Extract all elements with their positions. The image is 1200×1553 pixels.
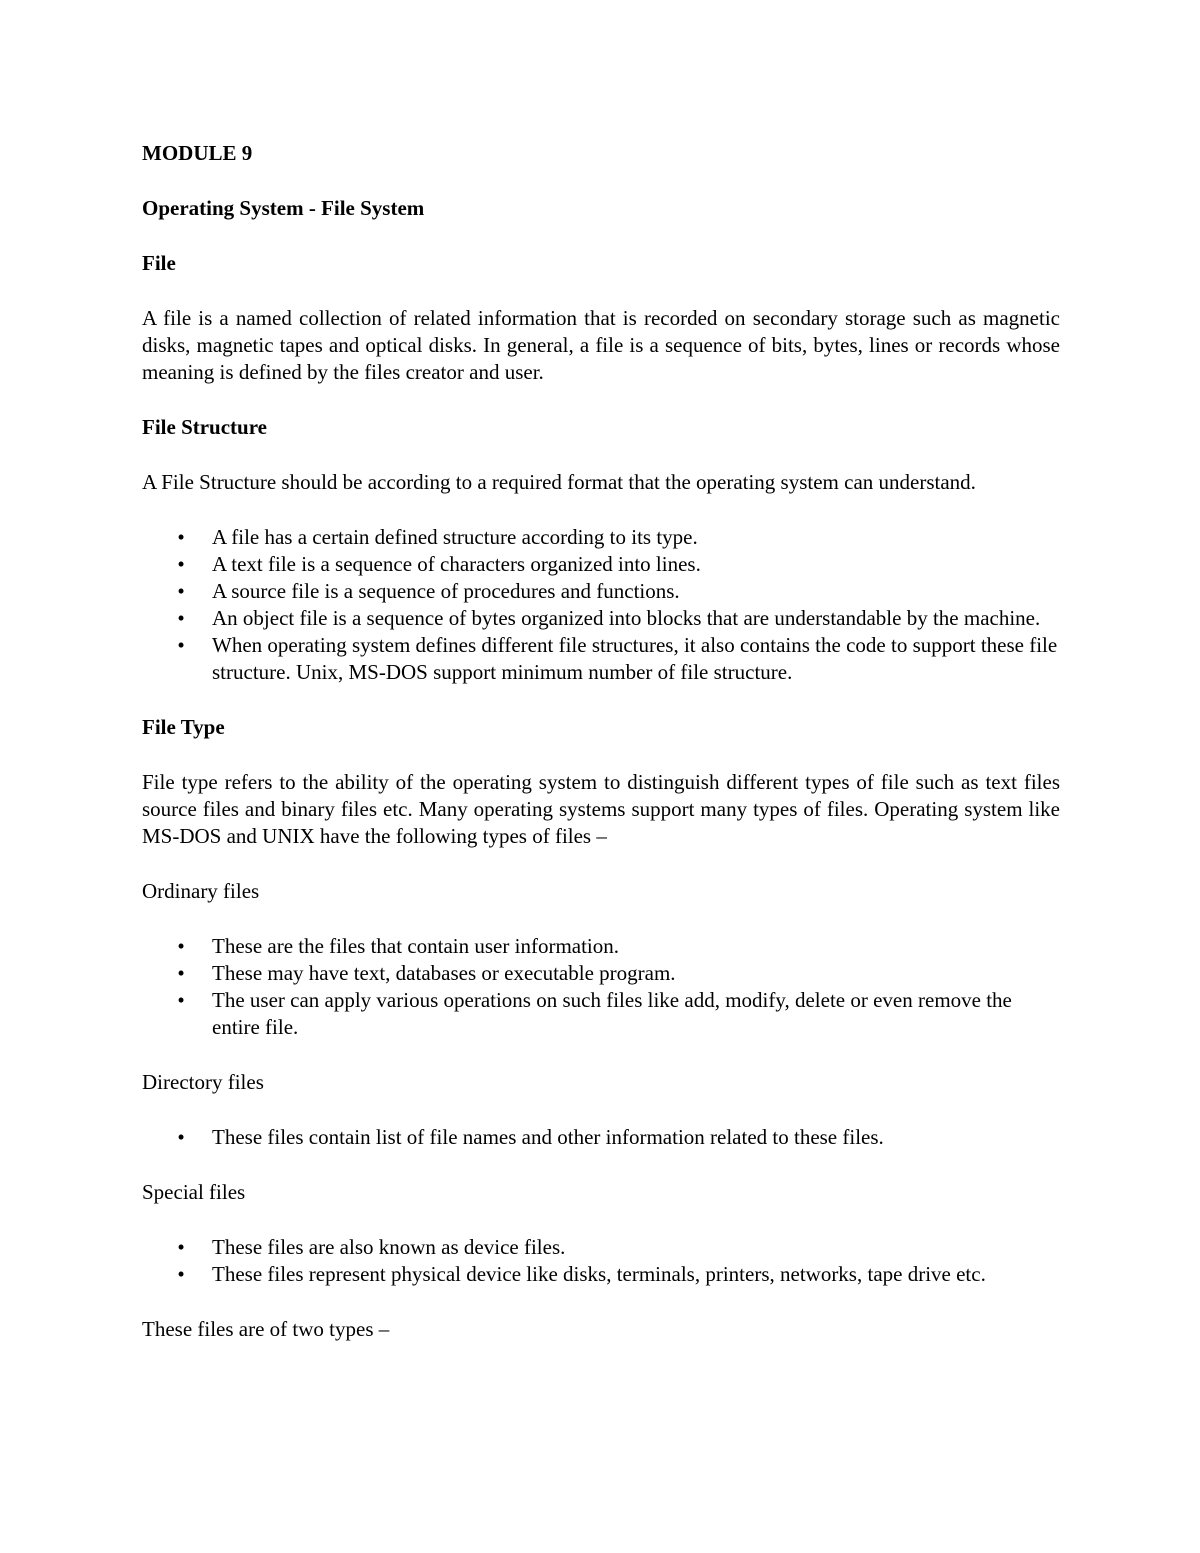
file-definition-paragraph: A file is a named collection of related information that is recorded on secondary storage such as magnetic disks, magnetic tapes and optical disks. In general, a file is a sequence of bits, bytes, lines or records whose meaning is defined by the files creator and user.	[142, 306, 1060, 384]
list-item-text: These files contain list of file names and other information related to these files.	[212, 1125, 884, 1149]
list-item-text: These files represent physical device like disks, terminals, printers, networks, tape drive etc.	[212, 1262, 986, 1286]
list-item	[142, 551, 1060, 578]
bullet-icon: •	[177, 988, 185, 1012]
bullet-icon: •	[177, 525, 185, 549]
bullet-icon: •	[177, 1235, 185, 1259]
directory-files-label: Directory files	[142, 1070, 264, 1094]
list-item	[142, 960, 1060, 987]
file-type-paragraph: File type refers to the ability of the operating system to distinguish different types of file such as text files source files and binary files etc. Many operating systems support many types of files. Operating system like MS-DOS and UNIX have the following types of files –	[142, 770, 1060, 848]
list-item	[142, 1261, 1060, 1288]
document-body	[142, 140, 1060, 1371]
list-item-text: An object file is a sequence of bytes organized into blocks that are understandable by the machine.	[212, 606, 1041, 630]
bullet-icon: •	[177, 961, 185, 985]
section-heading-file: File	[142, 251, 176, 275]
list-item-text: These may have text, databases or executable program.	[212, 961, 676, 985]
list-item	[142, 605, 1060, 632]
bullet-icon: •	[177, 934, 185, 958]
file-structure-paragraph: A File Structure should be according to a required format that the operating system can understand.	[142, 470, 976, 494]
list-item-text: When operating system defines different file structures, it also contains the code to support these file structure. Unix, MS-DOS support minimum number of file structure.	[212, 633, 1058, 684]
list-item	[142, 578, 1060, 605]
bullet-icon: •	[177, 552, 185, 576]
list-item	[142, 933, 1060, 960]
list-item	[142, 987, 1060, 1041]
special-files-label: Special files	[142, 1180, 246, 1204]
bullet-icon: •	[177, 1125, 185, 1149]
list-item-text: A source file is a sequence of procedures and functions.	[212, 579, 680, 603]
section-heading-file-type: File Type	[142, 715, 225, 739]
bullet-icon: •	[177, 606, 185, 630]
list-item-text: These are the files that contain user information.	[212, 934, 620, 958]
section-heading-file-structure: File Structure	[142, 415, 267, 439]
list-item	[142, 1234, 1060, 1261]
ordinary-files-list	[142, 933, 1060, 1041]
document-title: Operating System - File System	[142, 196, 425, 220]
list-item-text: The user can apply various operations on such files like add, modify, delete or even remove the entire file.	[212, 988, 1012, 1039]
ordinary-files-label: Ordinary files	[142, 879, 260, 903]
file-structure-list	[142, 524, 1060, 686]
list-item-text: A file has a certain defined structure according to its type.	[212, 525, 698, 549]
list-item-text: A text file is a sequence of characters organized into lines.	[212, 552, 701, 576]
bullet-icon: •	[177, 579, 185, 603]
list-item	[142, 1124, 1060, 1151]
list-item	[142, 524, 1060, 551]
directory-files-list	[142, 1124, 1060, 1151]
bullet-icon: •	[177, 633, 185, 657]
special-files-closing: These files are of two types –	[142, 1317, 390, 1341]
special-files-list	[142, 1234, 1060, 1288]
list-item-text: These files are also known as device files.	[212, 1235, 566, 1259]
module-title: MODULE 9	[142, 141, 253, 165]
bullet-icon: •	[177, 1262, 185, 1286]
list-item	[142, 632, 1060, 686]
